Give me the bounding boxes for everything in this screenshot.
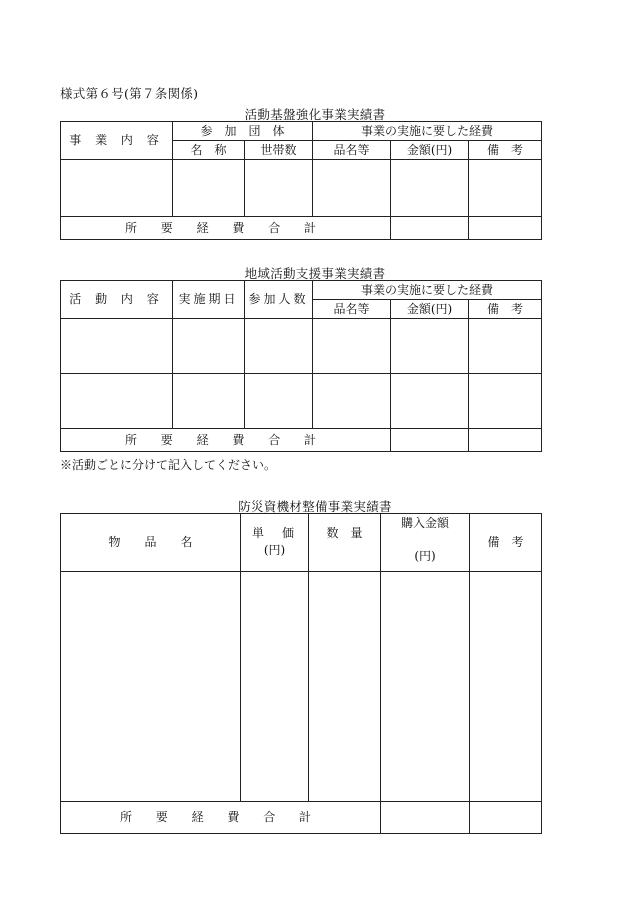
cell-total-amount[interactable]	[391, 429, 469, 452]
table1-title: 活動基盤強化事業実績書	[244, 107, 386, 122]
cell-participants[interactable]	[245, 374, 313, 429]
cell-business-content[interactable]	[61, 160, 173, 217]
activity-base-table	[60, 121, 542, 240]
purchase-amount-unit: (円)	[414, 549, 436, 563]
total-row	[61, 802, 542, 834]
cell-participants[interactable]	[245, 319, 313, 374]
cell-remarks[interactable]	[469, 160, 542, 217]
cell-unit-price[interactable]	[241, 572, 309, 802]
header-unit-price	[241, 514, 309, 572]
activity-note: ※活動ごとに分けて記入してください。	[60, 458, 277, 472]
total-row	[61, 429, 542, 452]
cell-amount[interactable]	[391, 374, 469, 429]
header-item-name: 品名等	[313, 300, 391, 319]
cell-amount[interactable]	[391, 160, 469, 217]
total-expenses-label: 所 要 経 費 合 計	[61, 429, 391, 452]
cell-total-amount[interactable]	[391, 217, 469, 240]
cell-total-remarks[interactable]	[469, 217, 542, 240]
header-item-name: 品名等	[313, 141, 391, 160]
header-activity-content: 活 動 内 容	[61, 281, 173, 319]
header-expenses: 事業の実施に要した経費	[313, 122, 542, 141]
cell-total-remarks[interactable]	[469, 429, 542, 452]
cell-item-name[interactable]	[313, 374, 391, 429]
cell-item-name[interactable]	[313, 319, 391, 374]
total-expenses-label: 所 要 経 費 合 計	[61, 802, 381, 834]
header-quantity: 数 量	[309, 514, 381, 572]
cell-remarks[interactable]	[469, 374, 542, 429]
header-amount: 金額(円)	[391, 141, 469, 160]
cell-remarks[interactable]	[470, 572, 542, 802]
table-row	[61, 160, 542, 217]
cell-implementation-date[interactable]	[173, 374, 245, 429]
cell-implementation-date[interactable]	[173, 319, 245, 374]
cell-remarks[interactable]	[469, 319, 542, 374]
cell-item-name[interactable]	[61, 572, 241, 802]
table-row	[61, 319, 542, 374]
cell-total-amount[interactable]	[381, 802, 470, 834]
header-purchase-amount	[381, 514, 470, 572]
header-business-content: 事 業 内 容	[61, 122, 173, 160]
cell-amount[interactable]	[391, 319, 469, 374]
total-row	[61, 217, 542, 240]
table3-title: 防災資機材整備事業実績書	[238, 499, 392, 514]
unit-price-unit: (円)	[263, 543, 286, 557]
total-expenses-label: 所 要 経 費 合 計	[61, 217, 391, 240]
header-households: 世帯数	[245, 141, 313, 160]
cell-activity-content[interactable]	[61, 374, 173, 429]
purchase-amount-label: 購入金額	[400, 516, 449, 530]
cell-quantity[interactable]	[309, 572, 381, 802]
unit-price-label: 単 価	[251, 526, 297, 540]
table2-title: 地域活動支援事業実績書	[244, 266, 386, 281]
header-remarks: 備 考	[470, 514, 542, 572]
header-participants: 参加人数	[245, 281, 313, 319]
table-row	[61, 374, 542, 429]
header-item-name: 物 品 名	[61, 514, 241, 572]
header-group-name: 名 称	[173, 141, 245, 160]
cell-households[interactable]	[245, 160, 313, 217]
table-row	[61, 572, 542, 802]
header-expenses: 事業の実施に要した経費	[313, 281, 542, 300]
cell-activity-content[interactable]	[61, 319, 173, 374]
header-participating-group: 参 加 団 体	[173, 122, 313, 141]
cell-group-name[interactable]	[173, 160, 245, 217]
header-remarks: 備 考	[469, 300, 542, 319]
header-implementation-date: 実施期日	[173, 281, 245, 319]
header-amount: 金額(円)	[391, 300, 469, 319]
header-remarks: 備 考	[469, 141, 542, 160]
form-number-label: 様式第６号(第７条関係)	[60, 86, 199, 101]
cell-item-name[interactable]	[313, 160, 391, 217]
cell-total-remarks[interactable]	[470, 802, 542, 834]
disaster-equipment-table	[60, 513, 542, 834]
community-support-table	[60, 280, 542, 452]
cell-purchase-amount[interactable]	[381, 572, 470, 802]
